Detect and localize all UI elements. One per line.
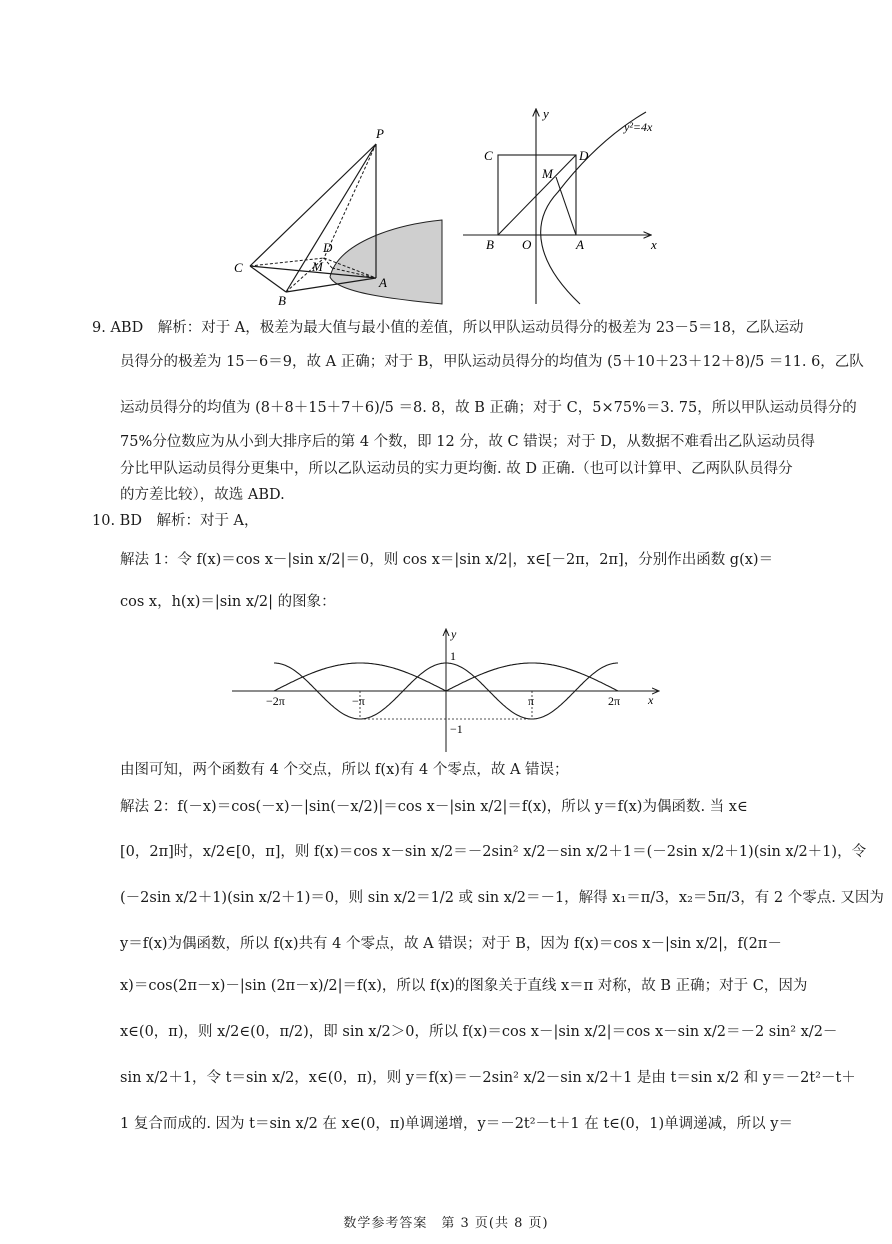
label-neg-pi: −π	[352, 694, 365, 708]
text-line: 由图可知，两个函数有 4 个交点，所以 f(x)有 4 个零点，故 A 错误；	[120, 762, 569, 778]
label-b: B	[278, 293, 286, 308]
label-m: M	[542, 166, 553, 181]
text-line: 解法 2：f(－x)＝cos(－x)－|sin(－x/2)|＝cos x－|sin x/2|＝f(x)，所以 y＝f(x)为偶函数. 当 x∈	[120, 799, 748, 815]
label-c: C	[484, 148, 493, 163]
parabola-figure	[458, 104, 668, 310]
label-y: y	[451, 627, 457, 641]
text-line: 的方差比较），故选 ABD.	[120, 487, 285, 503]
label-neg-one: −1	[450, 722, 463, 736]
label-a: A	[379, 275, 387, 290]
function-graph	[228, 624, 668, 756]
text-line: x)＝cos(2π－x)－|sin (2π－x)/2|＝f(x)，所以 f(x)的图象关于直线 x＝π 对称，故 B 正确；对于 C，因为	[120, 978, 808, 994]
text-line: 75%分位数应为从小到大排序后的第 4 个数，即 12 分，故 C 错误；对于 D，从数据不难看出乙队运动员得	[120, 434, 815, 450]
label-b: B	[486, 237, 494, 252]
text-line: y＝f(x)为偶函数，所以 f(x)共有 4 个零点，故 A 错误；对于 B，因为 f(x)＝cos x－|sin x/2|，f(2π－	[120, 936, 782, 952]
text-line: 9. ABD 解析：对于 A，极差为最大值与最小值的差值，所以甲队运动员得分的极差为 23－5＝18，乙队运动	[92, 320, 804, 336]
text-line: 员得分的极差为 15－6＝9，故 A 正确；对于 B，甲队运动员得分的均值为 (5＋10＋23＋12＋8)/5 ＝11. 6，乙队	[120, 354, 864, 370]
text-line: 10. BD 解析：对于 A，	[92, 513, 259, 529]
label-pi: π	[528, 694, 535, 708]
page-footer: 数学参考答案 第 3 页(共 8 页)	[343, 1216, 549, 1231]
text-line: x∈(0，π)，则 x/2∈(0，π/2)，即 sin x/2＞0，所以 f(x)＝cos x－|sin x/2|＝cos x－sin x/2＝－2 sin² x/2－	[120, 1024, 838, 1040]
label-d: D	[323, 240, 333, 255]
label-one: 1	[450, 649, 456, 663]
label-o: O	[522, 237, 532, 252]
label-curve: y²=4x	[624, 120, 653, 134]
label-p: P	[376, 126, 384, 141]
shaded-region	[330, 220, 442, 304]
label-m: M	[312, 259, 323, 274]
text-line: 运动员得分的均值为 (8＋8＋15＋7＋6)/5 ＝8. 8，故 B 正确；对于 C，5×75%＝3. 75，所以甲队运动员得分的	[120, 400, 857, 416]
text-line: (－2sin x/2＋1)(sin x/2＋1)＝0，则 sin x/2＝1/2 或 sin x/2＝－1，解得 x₁＝π/3，x₂＝5π/3，有 2 个零点. 又因为	[120, 890, 884, 906]
text-line: sin x/2＋1，令 t＝sin x/2，x∈(0，π)，则 y＝f(x)＝－2sin² x/2－sin x/2＋1 是由 t＝sin x/2 和 y＝－2t²－t＋	[120, 1070, 856, 1086]
label-a: A	[576, 237, 584, 252]
text-line: cos x，h(x)＝|sin x/2| 的图象：	[120, 594, 336, 610]
text-line: 1 复合而成的. 因为 t＝sin x/2 在 x∈(0，π)单调递增，y＝－2t²－t＋1 在 t∈(0，1)单调递减，所以 y＝	[120, 1116, 793, 1132]
label-two-pi: 2π	[608, 694, 621, 708]
parabola-curve	[541, 112, 646, 304]
label-d: D	[579, 148, 589, 163]
label-y: y	[543, 106, 549, 121]
label-x: x	[648, 693, 654, 707]
text-line: 分比甲队运动员得分更集中，所以乙队运动员的实力更均衡. 故 D 正确.（也可以计算甲、乙两队队员得分	[120, 461, 793, 477]
label-x: x	[651, 237, 657, 252]
label-neg-two-pi: −2π	[266, 694, 285, 708]
pyramid-figure	[228, 122, 450, 312]
text-line: 解法 1：令 f(x)＝cos x－|sin x/2|＝0，则 cos x＝|sin x/2|，x∈[－2π，2π]，分别作出函数 g(x)＝	[120, 552, 774, 568]
text-line: [0，2π]时，x/2∈[0，π]，则 f(x)＝cos x－sin x/2＝－2sin² x/2－sin x/2＋1＝(－2sin x/2＋1)(sin x/2＋1)，令	[120, 844, 867, 860]
label-c: C	[234, 260, 243, 275]
